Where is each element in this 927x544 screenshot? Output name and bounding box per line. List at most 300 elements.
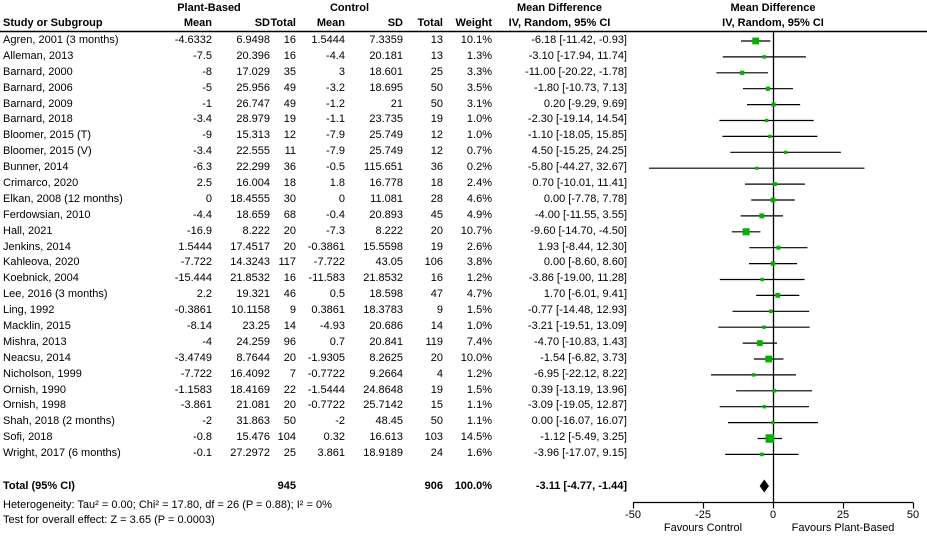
md-ci-value: -0.77 [-14.48, 12.93]: [527, 304, 627, 317]
control-mean: 0.3861: [311, 304, 345, 317]
weight-value: 1.2%: [466, 367, 492, 380]
plant-total: 19: [283, 113, 296, 126]
study-row: [0, 303, 627, 319]
study-label: Bloomer, 2015 (V): [3, 145, 92, 158]
control-sd-column-header: SD: [387, 17, 403, 29]
effect-marker: [766, 434, 775, 443]
control-sd: 20.893: [369, 208, 403, 221]
study-label: Crimarco, 2020: [3, 177, 79, 190]
study-row: [0, 33, 627, 49]
control-sd: 20.841: [369, 335, 403, 348]
plant-sd: 10.1158: [231, 304, 270, 317]
effect-marker: [763, 405, 766, 408]
study-row: [0, 144, 627, 160]
favours-right-label: Favours Plant-Based: [791, 522, 895, 534]
control-total: 119: [425, 335, 443, 348]
study-label: Barnard, 2000: [3, 65, 73, 78]
study-label: Mishra, 2013: [3, 335, 67, 348]
plant-sd: 20.396: [236, 49, 270, 62]
control-total: 12: [430, 129, 443, 142]
axis-tick-label: 25: [836, 509, 850, 521]
control-sd: 9.2664: [369, 367, 403, 380]
plant-total: 49: [283, 97, 296, 110]
control-sd: 8.2625: [369, 351, 403, 364]
plant-sd: 26.747: [236, 97, 270, 110]
plant-mean: -8: [202, 65, 212, 78]
control-total: 20: [430, 224, 443, 237]
control-total: 50: [430, 415, 443, 428]
axis-tick-label: 50: [906, 509, 920, 521]
md-ci-value: -3.21 [-19.51, 13.09]: [527, 320, 627, 333]
plant-sd: 28.979: [236, 113, 270, 126]
plant-total: 35: [283, 65, 296, 78]
md-ci-value: 0.00 [-16.07, 16.07]: [531, 415, 627, 428]
total-ci: -3.11 [-4.77, -1.44]: [535, 480, 627, 492]
control-mean: -1.9305: [307, 351, 345, 364]
weight-value: 1.2%: [466, 272, 492, 285]
control-total: 106: [424, 256, 443, 269]
plant-sd: 27.2972: [230, 447, 270, 460]
plant-mean: -0.1: [193, 447, 212, 460]
iv-random-column-header: IV, Random, 95% CI: [508, 17, 611, 29]
effect-marker: [769, 310, 773, 314]
control-total-column-header: Total: [417, 17, 443, 29]
weight-value: 4.7%: [466, 288, 492, 301]
control-sd: 16.778: [369, 177, 403, 190]
plant-mean: -2: [202, 415, 212, 428]
plant-total: 117: [278, 256, 296, 269]
control-sd: 43.05: [375, 256, 403, 269]
plant-sd: 15.476: [236, 431, 270, 444]
effect-marker: [762, 326, 765, 329]
study-label: Lee, 2016 (3 months): [3, 288, 108, 301]
study-label: Nicholson, 1999: [3, 367, 82, 380]
study-label: Ling, 1992: [3, 304, 55, 317]
control-total: 24: [430, 447, 443, 460]
effect-marker: [760, 278, 763, 281]
weight-value: 3.5%: [466, 81, 492, 94]
study-label: Jenkins, 2014: [3, 240, 71, 253]
control-total: 25: [430, 65, 443, 78]
plot-header-line1: Mean Difference: [730, 2, 816, 14]
study-label: Ornish, 1990: [3, 383, 66, 396]
study-row: [0, 398, 627, 414]
weight-value: 7.4%: [466, 335, 492, 348]
effect-marker: [760, 453, 764, 457]
plant-sd: 22.555: [236, 145, 270, 158]
plant-sd: 14.3243: [230, 256, 270, 269]
study-row: [0, 97, 627, 113]
md-ci-value: -2.30 [-19.14, 14.54]: [527, 113, 627, 126]
plant-sd: 18.659: [236, 208, 270, 221]
total-label: Total (95% CI): [3, 480, 75, 492]
table-group-header-row: [0, 1, 627, 16]
study-label: Koebnick, 2004: [3, 272, 79, 285]
weight-value: 3.8%: [466, 256, 492, 269]
plant-mean: -3.4749: [174, 351, 212, 364]
study-row: [0, 240, 627, 256]
plant-sd: 24.259: [236, 335, 270, 348]
plant-sd: 18.4555: [230, 192, 270, 205]
control-mean: 0: [338, 192, 345, 205]
plant-mean: 2.2: [196, 288, 212, 301]
control-mean: -7.9: [326, 129, 345, 142]
plant-total: 20: [283, 351, 296, 364]
plant-total: 96: [283, 335, 296, 348]
plant-total: 36: [283, 161, 296, 174]
control-mean: -0.5: [326, 161, 345, 174]
control-sd: 18.601: [369, 65, 403, 78]
weight-value: 0.2%: [466, 161, 492, 174]
plant-mean-column-header: Mean: [183, 17, 212, 29]
study-row: [0, 287, 627, 303]
md-ci-value: 4.50 [-15.25, 24.25]: [531, 145, 627, 158]
control-mean: -0.7722: [307, 399, 345, 412]
control-sd: 25.7142: [363, 399, 403, 412]
study-row: [0, 351, 627, 367]
control-total: 15: [430, 399, 443, 412]
plant-mean: -7.722: [180, 256, 212, 269]
study-label: Bunner, 2014: [3, 161, 69, 174]
weight-value: 1.1%: [466, 415, 492, 428]
plant-mean: -9: [202, 129, 212, 142]
summary-diamond: [760, 480, 769, 493]
heterogeneity-text: Heterogeneity: Tau² = 0.00; Chi² = 17.80, df = 26 (P = 0.88); I² = 0%: [3, 499, 332, 511]
plant-sd: 21.8532: [230, 272, 270, 285]
effect-marker: [765, 356, 772, 363]
plant-mean: -4.4: [193, 208, 212, 221]
study-label: Elkan, 2008 (12 months): [3, 192, 123, 205]
plant-total: 20: [283, 224, 296, 237]
control-total: 13: [430, 34, 443, 46]
md-ci-value: 1.93 [-8.44, 12.30]: [537, 240, 627, 253]
plant-total: 16: [283, 49, 296, 62]
plant-sd: 16.004: [236, 177, 270, 190]
md-ci-value: -6.18 [-11.42, -0.93]: [531, 34, 627, 46]
control-mean: -0.3861: [307, 240, 345, 253]
control-mean: -0.7722: [307, 367, 345, 380]
weight-value: 2.4%: [466, 177, 492, 190]
control-mean-column-header: Mean: [316, 17, 345, 29]
study-label: Macklin, 2015: [3, 320, 71, 333]
plant-mean: -3.861: [180, 399, 212, 412]
control-mean: -2: [335, 415, 345, 428]
favours-left-label: Favours Control: [663, 522, 743, 534]
mean-difference-column-header: Mean Difference: [517, 2, 602, 14]
weight-value: 1.0%: [466, 113, 492, 126]
study-row: [0, 319, 627, 335]
control-total: 28: [430, 192, 443, 205]
plant-sd: 8.7644: [236, 351, 270, 364]
effect-marker: [776, 246, 780, 250]
study-label: Barnard, 2018: [3, 113, 73, 126]
md-ci-value: -3.86 [-19.00, 11.28]: [528, 272, 627, 285]
md-ci-value: 0.00 [-8.60, 8.60]: [543, 256, 627, 269]
md-ci-value: -1.80 [-10.73, 7.13]: [534, 81, 627, 94]
study-row: [0, 224, 627, 240]
control-sd: 15.5598: [363, 240, 403, 253]
md-ci-value: -9.60 [-14.70, -4.50]: [530, 224, 627, 237]
effect-marker: [772, 389, 776, 393]
plant-total: 7: [289, 367, 296, 380]
weight-value: 10.7%: [460, 224, 492, 237]
study-row: [0, 128, 627, 144]
effect-marker: [784, 151, 787, 154]
weight-value: 3.1%: [466, 97, 492, 110]
control-sd: 11.081: [370, 192, 403, 205]
control-mean: -7.9: [326, 145, 345, 158]
plant-total: 11: [284, 145, 296, 158]
plant-sd: 25.956: [236, 81, 270, 94]
total-row: [0, 478, 627, 494]
control-sd: 18.9189: [363, 447, 403, 460]
effect-marker: [771, 103, 775, 107]
control-total: 50: [430, 97, 443, 110]
study-row: [0, 383, 627, 399]
effect-marker: [768, 135, 771, 138]
control-mean: 0.32: [323, 431, 345, 444]
md-ci-value: -6.95 [-22.12, 8.22]: [534, 367, 627, 380]
plant-mean: -7.5: [193, 49, 212, 62]
plant-mean: 2.5: [196, 177, 212, 190]
plant-total: 12: [283, 129, 296, 142]
control-mean: 0.7: [329, 335, 345, 348]
control-sd: 25.749: [369, 129, 403, 142]
effect-marker: [773, 182, 777, 186]
md-ci-value: -5.80 [-44.27, 32.67]: [527, 161, 627, 174]
control-total: 4: [436, 367, 443, 380]
weight-value: 1.5%: [466, 304, 492, 317]
plant-total: 30: [283, 192, 296, 205]
md-ci-value: -1.12 [-5.49, 3.25]: [540, 431, 627, 444]
weight-value: 10.1%: [460, 34, 492, 46]
plant-mean: -0.8: [193, 431, 212, 444]
axis-tick-label: -25: [695, 509, 711, 521]
plant-total: 104: [277, 431, 296, 444]
md-ci-value: 0.00 [-7.78, 7.78]: [543, 192, 627, 205]
plant-mean: -16.9: [186, 224, 212, 237]
study-row: [0, 430, 627, 446]
md-ci-value: -3.10 [-17.94, 11.74]: [528, 49, 627, 62]
study-table-body: [0, 33, 627, 462]
plant-mean: -5: [202, 81, 212, 94]
plant-sd: 22.299: [236, 161, 270, 174]
effect-marker: [765, 119, 768, 122]
md-ci-value: -11.00 [-20.22, -1.78]: [525, 65, 627, 78]
plant-sd: 8.222: [242, 224, 270, 237]
effect-marker: [757, 340, 763, 346]
weight-value: 0.7%: [466, 145, 492, 158]
control-total: 16: [430, 272, 443, 285]
control-sd: 115.651: [364, 161, 403, 174]
effect-marker: [755, 167, 758, 170]
study-label: Barnard, 2009: [3, 97, 73, 110]
control-sd: 18.3783: [363, 304, 403, 317]
weight-column-header: Weight: [455, 17, 492, 29]
plant-sd: 21.081: [236, 399, 270, 412]
weight-value: 1.6%: [466, 447, 492, 460]
control-sd: 23.735: [369, 113, 403, 126]
control-total: 47: [430, 288, 443, 301]
plant-sd: 16.4092: [230, 367, 270, 380]
md-ci-value: 1.70 [-6.01, 9.41]: [543, 288, 627, 301]
control-sd: 25.749: [369, 145, 403, 158]
md-ci-value: 0.70 [-10.01, 11.41]: [532, 177, 627, 190]
control-sd: 20.686: [369, 320, 403, 333]
md-ci-value: -4.70 [-10.83, 1.43]: [534, 335, 627, 348]
control-mean: 3.861: [317, 447, 345, 460]
axis-tick-label: -50: [625, 509, 641, 521]
study-label: Neacsu, 2014: [3, 351, 71, 364]
plant-sd: 23.25: [242, 320, 270, 333]
study-row: [0, 271, 627, 287]
effect-marker: [763, 55, 766, 58]
plant-mean: 1.5444: [178, 240, 212, 253]
plant-sd: 19.321: [236, 288, 270, 301]
plant-sd: 17.029: [236, 65, 270, 78]
study-row: [0, 446, 627, 462]
weight-value: 1.1%: [466, 399, 492, 412]
study-row: [0, 192, 627, 208]
control-mean: -4.4: [326, 49, 345, 62]
plant-mean: -6.3: [193, 161, 212, 174]
study-label: Kahleova, 2020: [3, 256, 80, 269]
study-row: [0, 176, 627, 192]
plant-total: 16: [283, 272, 296, 285]
control-total: 14: [430, 320, 443, 333]
total-plant-n: 945: [277, 480, 296, 492]
control-total: 19: [430, 240, 443, 253]
md-ci-value: -1.10 [-18.05, 15.85]: [527, 129, 627, 142]
plant-mean: -1.1583: [174, 383, 212, 396]
plant-total: 46: [283, 288, 296, 301]
control-mean: -7.3: [326, 224, 345, 237]
plant-total: 68: [283, 208, 296, 221]
study-label: Barnard, 2006: [3, 81, 73, 94]
control-sd: 21.8532: [363, 272, 403, 285]
control-total: 18: [430, 177, 443, 190]
plant-mean: -8.14: [186, 320, 212, 333]
effect-marker: [771, 421, 774, 424]
plant-sd: 18.4169: [230, 383, 270, 396]
control-total: 50: [430, 81, 443, 94]
plant-total: 25: [283, 447, 296, 460]
weight-value: 4.9%: [466, 208, 492, 221]
md-ci-value: 0.20 [-9.29, 9.69]: [543, 97, 627, 110]
study-row: [0, 112, 627, 128]
control-mean: -1.5444: [307, 383, 345, 396]
effect-marker: [752, 373, 755, 376]
plant-sd: 31.863: [236, 415, 270, 428]
weight-value: 4.6%: [466, 192, 492, 205]
study-row: [0, 208, 627, 224]
control-total: 103: [424, 431, 443, 444]
study-label: Bloomer, 2015 (T): [3, 129, 92, 142]
study-row: [0, 65, 627, 81]
plant-total: 22: [283, 383, 296, 396]
weight-value: 3.3%: [466, 65, 492, 78]
control-mean: -4.93: [319, 320, 345, 333]
plant-total-column-header: Total: [270, 17, 296, 29]
weight-value: 2.6%: [466, 240, 492, 253]
plant-mean: -0.3861: [174, 304, 212, 317]
effect-marker: [752, 38, 759, 45]
weight-value: 14.5%: [460, 431, 492, 444]
control-mean: -0.4: [326, 208, 345, 221]
control-mean: 0.5: [329, 288, 345, 301]
study-row: [0, 335, 627, 351]
study-label: Shah, 2018 (2 months): [3, 415, 115, 428]
study-label: Hall, 2021: [3, 224, 53, 237]
plot-header-line2: IV, Random, 95% CI: [722, 17, 824, 29]
effect-marker: [771, 261, 775, 265]
weight-value: 1.0%: [466, 320, 492, 333]
plant-total: 20: [283, 399, 296, 412]
control-sd: 48.45: [375, 415, 403, 428]
study-label: Sofi, 2018: [3, 431, 53, 444]
md-ci-value: -3.09 [-19.05, 12.87]: [527, 399, 627, 412]
control-mean: -1.1: [326, 113, 345, 126]
control-total: 19: [430, 383, 443, 396]
control-mean: -11.583: [308, 272, 345, 285]
control-mean: -1.2: [326, 97, 345, 110]
overall-effect-text: Test for overall effect: Z = 3.65 (P = 0.0003): [3, 514, 215, 526]
plant-based-group-header: Plant-Based: [177, 2, 241, 14]
control-sd: 18.598: [369, 288, 403, 301]
study-row: [0, 255, 627, 271]
effect-marker: [775, 293, 780, 298]
axis-tick-label: 0: [769, 509, 777, 521]
plant-mean: 0: [205, 192, 212, 205]
plant-total: 20: [283, 240, 296, 253]
study-label: Ornish, 1998: [3, 399, 66, 412]
plant-total: 16: [283, 34, 296, 46]
md-ci-value: 0.39 [-13.19, 13.96]: [531, 383, 627, 396]
control-total: 45: [430, 208, 443, 221]
plant-sd: 15.313: [236, 129, 270, 142]
effect-marker: [771, 198, 776, 203]
weight-value: 1.0%: [466, 129, 492, 142]
plant-sd: 17.4517: [230, 240, 270, 253]
effect-marker: [743, 228, 750, 235]
study-column-header: Study or Subgroup: [3, 17, 103, 29]
md-ci-value: -4.00 [-11.55, 3.55]: [534, 208, 627, 221]
plant-mean: -15.444: [174, 272, 212, 285]
control-mean: -3.2: [326, 81, 345, 94]
plant-total: 49: [283, 81, 296, 94]
total-weight: 100.0%: [454, 480, 492, 492]
study-label: Agren, 2001 (3 months): [3, 34, 119, 46]
control-sd: 7.3359: [369, 34, 403, 46]
control-total: 9: [436, 304, 443, 317]
study-label: Alleman, 2013: [3, 49, 74, 62]
study-row: [0, 367, 627, 383]
study-row: [0, 160, 627, 176]
plot-header: [633, 1, 913, 31]
control-sd: 24.8648: [363, 383, 403, 396]
plant-sd-column-header: SD: [254, 17, 270, 29]
control-total: 20: [430, 351, 443, 364]
plant-total: 18: [283, 177, 296, 190]
total-control-n: 906: [424, 480, 443, 492]
study-row: [0, 49, 627, 65]
study-label: Wright, 2017 (6 months): [3, 447, 121, 460]
weight-value: 10.0%: [460, 351, 492, 364]
control-mean: 3: [338, 65, 345, 78]
effect-marker: [740, 71, 744, 75]
control-total: 12: [430, 145, 443, 158]
plant-mean: -3.4: [193, 145, 212, 158]
